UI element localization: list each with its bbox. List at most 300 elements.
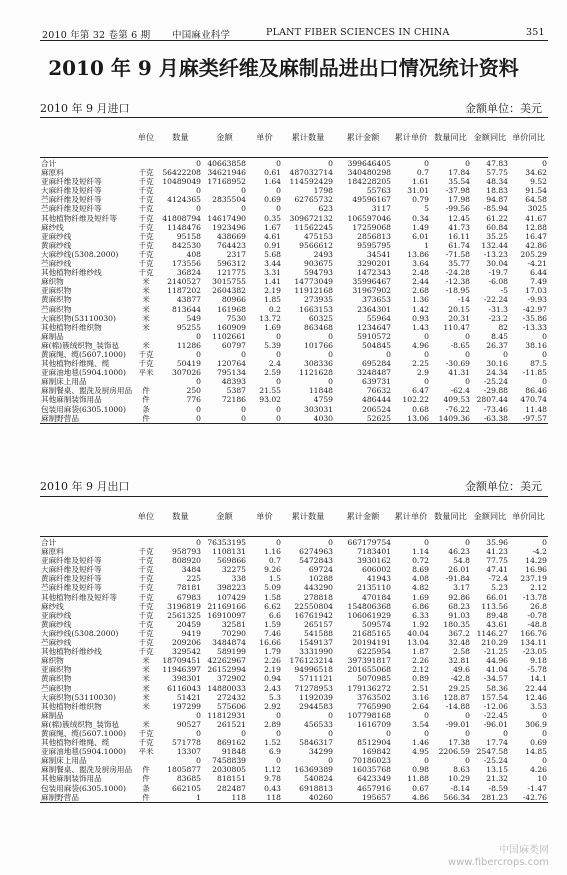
value-cell: 55964 [366, 313, 391, 323]
value-cell: -71.58 [445, 249, 470, 259]
value-cell: 0 [328, 331, 333, 341]
value-cell: -0.78 [527, 610, 547, 620]
value-cell: 11562245 [294, 222, 333, 232]
value-cell: 639731 [362, 377, 391, 387]
item-name-cell: 大麻织物(53110030) [41, 313, 116, 323]
item-name-cell: 苎麻纤维及短纤等 [41, 583, 102, 593]
value-cell: -13.33 [522, 322, 547, 332]
value-cell: 4124365 [167, 195, 201, 205]
value-cell: 0.2 [268, 304, 281, 314]
value-cell: -14.88 [445, 701, 470, 711]
table-row [40, 386, 548, 395]
item-name-cell: 亚麻油地毯(5904.1000) [41, 747, 126, 757]
value-cell: 2364301 [357, 304, 391, 314]
item-name-cell: 黄麻纱线 [41, 619, 72, 629]
value-cell: -12.38 [445, 277, 470, 287]
table-row [40, 177, 548, 186]
value-cell: 0 [196, 404, 201, 414]
value-cell: 306.9 [525, 719, 547, 729]
value-cell: 16369389 [294, 765, 333, 775]
value-cell: 0 [328, 756, 333, 766]
value-cell: 34.62 [525, 168, 547, 178]
value-cell: 1.41 [264, 277, 281, 287]
value-cell: 1.67 [264, 222, 281, 232]
item-name-cell: 亚麻油地毯(5904.1000) [41, 368, 126, 378]
value-cell: 9.52 [530, 177, 547, 187]
value-cell: 0.61 [264, 168, 281, 178]
unit-cell: 米 [142, 665, 150, 675]
table-row [40, 547, 548, 556]
value-cell: 101766 [304, 340, 333, 350]
value-cell: 2.9 [416, 368, 429, 378]
value-cell: 20.31 [448, 313, 470, 323]
value-cell: 121775 [217, 268, 246, 278]
value-cell: 195657 [362, 792, 391, 802]
value-cell: 3.44 [264, 259, 281, 269]
value-cell: 40.04 [407, 628, 429, 638]
value-cell: 41.67 [525, 213, 547, 223]
value-cell: 2317 [226, 249, 246, 259]
table-row [40, 368, 548, 377]
value-cell: 17.03 [525, 286, 547, 296]
unit-cell [133, 537, 159, 548]
item-name-cell: 包装用麻袋(6305.1000) [41, 783, 126, 793]
value-cell: 2561325 [167, 610, 201, 620]
value-cell: 0 [196, 728, 201, 738]
table-row [40, 674, 548, 683]
value-cell: 0.72 [412, 556, 429, 566]
journal-name-en: PLANT FIBER SCIENCES IN CHINA [266, 27, 450, 38]
unit-cell: 千克 [138, 565, 154, 575]
value-cell: 2.12 [530, 583, 547, 593]
unit-cell: 米 [142, 656, 150, 666]
value-cell: 0 [503, 728, 508, 738]
value-cell: 0 [465, 349, 470, 359]
value-cell: 10288 [308, 574, 333, 584]
item-name-cell: 黄麻纱线 [41, 240, 72, 250]
item-name-cell: 麻制品 [41, 331, 64, 341]
value-cell: 2604382 [212, 286, 246, 296]
value-cell: 8.69 [412, 565, 429, 575]
value-cell: 2.44 [412, 277, 429, 287]
table-row [40, 629, 548, 638]
value-cell: 566.34 [443, 792, 470, 802]
value-cell: 272432 [217, 692, 246, 702]
value-cell: 2.43 [264, 683, 281, 693]
value-cell: 16.96 [525, 565, 547, 575]
value-cell: 0.67 [412, 783, 429, 793]
column-header: 累计单价 [394, 511, 428, 521]
unit-cell: 件 [142, 765, 150, 775]
value-cell: 1148476 [167, 222, 201, 232]
table-row [40, 784, 548, 793]
table-row [40, 268, 548, 277]
item-name-cell: 亚麻纱线 [41, 231, 72, 241]
item-name-cell: 麻原料 [41, 168, 64, 178]
value-cell: 179136272 [347, 683, 391, 693]
value-cell: 80966 [221, 295, 246, 305]
item-name-cell: 大麻织物(53110030) [41, 692, 116, 702]
value-cell: 0 [424, 349, 429, 359]
value-cell: 35.25 [486, 231, 508, 241]
value-cell: 0 [196, 186, 201, 196]
value-cell: 278818 [304, 592, 333, 602]
item-name-cell: 合计 [41, 159, 57, 168]
table-row [40, 350, 548, 359]
value-cell: 2.58 [453, 647, 470, 657]
column-header: 单位 [137, 132, 155, 142]
value-cell: 307026 [172, 368, 201, 378]
unit-cell: 千克 [138, 574, 154, 584]
column-header: 数量同比 [434, 132, 467, 142]
value-cell: 13.72 [259, 313, 281, 323]
value-cell: 409.53 [443, 395, 470, 405]
table-row [40, 414, 548, 424]
unit-cell: 千克 [138, 601, 154, 611]
item-name-cell: 其他植物纤维及短纤等 [41, 592, 117, 602]
value-cell: 273935 [304, 295, 333, 305]
value-cell: -35.86 [522, 313, 547, 323]
table-row [40, 793, 548, 803]
value-cell: 30.04 [486, 259, 508, 269]
unit-cell: 米 [142, 304, 150, 314]
value-cell: 106597046 [347, 213, 391, 223]
value-cell: 210.29 [481, 638, 508, 648]
value-cell: 62765732 [294, 195, 333, 205]
value-cell: 184228205 [347, 177, 391, 187]
value-cell: 0 [276, 756, 281, 766]
value-cell: 166.76 [520, 628, 547, 638]
value-cell: 3025 [527, 204, 547, 214]
value-cell: 486444 [362, 395, 391, 405]
unit-cell: 千克 [138, 610, 154, 620]
table-row [40, 574, 548, 583]
value-cell: -73.46 [483, 404, 508, 414]
value-cell: 0 [241, 204, 246, 214]
table-row [40, 405, 548, 414]
value-cell: 60.84 [486, 222, 508, 232]
value-cell: 0 [328, 538, 333, 547]
value-cell: 2.64 [412, 701, 429, 711]
unit-cell: 千克 [138, 231, 154, 241]
value-cell: 16035768 [352, 765, 391, 775]
value-cell: 438669 [217, 231, 246, 241]
value-cell: 1.43 [412, 322, 429, 332]
value-cell: 32.81 [448, 656, 470, 666]
value-cell: 42262967 [207, 656, 246, 666]
value-cell: 16910097 [207, 610, 246, 620]
table-row [40, 611, 548, 620]
value-cell: 0 [241, 404, 246, 414]
table-row [40, 593, 548, 602]
item-name-cell: 麻(棉)簇绒织物_装饰毡 [41, 340, 120, 350]
value-cell: 0 [424, 377, 429, 387]
value-cell: 2835504 [212, 195, 246, 205]
value-cell: 575606 [217, 701, 246, 711]
value-cell: 6.44 [530, 268, 547, 278]
value-cell: 21685165 [352, 628, 391, 638]
import-section-header [0, 100, 567, 118]
column-header: 金额 [216, 132, 233, 142]
value-cell: 40260 [308, 792, 333, 802]
value-cell: 209206 [172, 638, 201, 648]
value-cell: 0 [276, 331, 281, 341]
item-name-cell: 大麻纤维及短纤等 [41, 565, 102, 575]
value-cell: 2.59 [264, 368, 281, 378]
table-row [40, 377, 548, 386]
export-unit-note: 金额单位：美元 [465, 480, 542, 493]
value-cell: 7530 [226, 313, 246, 323]
value-cell: -12.06 [483, 701, 508, 711]
value-cell: 5387 [226, 386, 246, 396]
value-cell: 91848 [221, 747, 246, 757]
value-cell: 869162 [217, 738, 246, 748]
value-cell: 201655068 [347, 665, 391, 675]
table-row [40, 204, 548, 213]
value-cell: 1.69 [412, 592, 429, 602]
value-cell: 475153 [304, 231, 333, 241]
value-cell: 13.06 [407, 413, 429, 423]
value-cell: 52625 [366, 413, 391, 423]
unit-cell: 千克 [138, 195, 154, 205]
value-cell: 3763502 [357, 692, 391, 702]
value-cell: 95255 [176, 322, 201, 332]
value-cell: 1.52 [264, 738, 281, 748]
unit-cell: 米 [142, 719, 150, 729]
column-header: 金额同比 [473, 511, 507, 521]
value-cell: 0 [465, 710, 470, 720]
value-cell: 5472843 [299, 556, 333, 566]
value-cell: 225 [186, 574, 201, 584]
table-row [40, 620, 548, 629]
value-cell: 0 [196, 331, 201, 341]
value-cell: 1187202 [167, 286, 201, 296]
value-cell: 1234647 [357, 322, 391, 332]
table-row [40, 693, 548, 702]
value-cell: 17.84 [448, 168, 470, 178]
value-cell: 31.01 [407, 186, 429, 196]
value-cell: -4.21 [527, 259, 547, 269]
item-name-cell: 黄麻纤维及短纤等 [41, 574, 102, 584]
value-cell: 61.74 [448, 240, 470, 250]
value-cell: 2.12 [412, 665, 429, 675]
value-cell: 13.04 [407, 638, 429, 648]
value-cell: 2.19 [264, 286, 281, 296]
value-cell: -13.78 [522, 592, 547, 602]
table-row [40, 158, 548, 169]
value-cell: 6.6 [268, 610, 281, 620]
unit-cell: 条 [142, 783, 150, 793]
item-name-cell: 亚麻纤维及短纤等 [41, 177, 102, 187]
value-cell: 308336 [304, 359, 333, 369]
value-cell: -42.8 [450, 674, 470, 684]
value-cell: 21169166 [207, 601, 246, 611]
unit-cell: 米 [142, 295, 150, 305]
value-cell: 13.15 [486, 765, 508, 775]
value-cell: 206524 [362, 404, 391, 414]
unit-cell: 米 [142, 701, 150, 711]
value-cell: 38.16 [525, 340, 547, 350]
value-cell: -21.25 [483, 647, 508, 657]
value-cell: 18709451 [162, 656, 201, 666]
value-cell: 29.25 [448, 683, 470, 693]
value-cell: 3930162 [357, 556, 391, 566]
column-header: 累计金额 [346, 132, 380, 142]
value-cell: 0.98 [412, 765, 429, 775]
value-cell: 14.85 [525, 747, 547, 757]
unit-cell: 千克 [138, 249, 154, 259]
value-cell: 0 [465, 331, 470, 341]
value-cell: 134.11 [520, 638, 547, 648]
value-cell: 205.29 [520, 249, 547, 259]
value-cell: 0.68 [412, 404, 429, 414]
item-name-cell: 大麻纤维及短纤等 [41, 186, 102, 196]
unit-cell [133, 158, 159, 169]
value-cell: 157.54 [481, 692, 508, 702]
value-cell: -31.3 [488, 304, 508, 314]
item-name-cell: 苎麻纤维及短纤等 [41, 195, 102, 205]
value-cell: 106061929 [347, 610, 391, 620]
value-cell: 41.04 [486, 665, 508, 675]
value-cell: 71278953 [294, 683, 333, 693]
table-row [40, 286, 548, 295]
value-cell: 94.87 [486, 195, 508, 205]
value-cell: 8.45 [491, 331, 508, 341]
value-cell: 90527 [176, 719, 201, 729]
value-cell: 504845 [362, 340, 391, 350]
table-row [40, 168, 548, 177]
value-cell: 66.01 [486, 592, 508, 602]
unit-cell: 米 [142, 340, 150, 350]
value-cell: 795134 [217, 368, 246, 378]
value-cell: 470184 [362, 592, 391, 602]
value-cell: 0.7 [416, 168, 429, 178]
value-cell: 2.25 [412, 359, 429, 369]
value-cell: 173556 [172, 259, 201, 269]
value-cell: 14.1 [530, 674, 547, 684]
value-cell: 113.56 [481, 601, 508, 611]
unit-cell: 千克 [138, 359, 154, 369]
value-cell: 11912168 [294, 286, 333, 296]
value-cell: 94996518 [294, 665, 333, 675]
value-cell: 2.92 [264, 701, 281, 711]
value-cell: 3331990 [299, 647, 333, 657]
table-row [40, 223, 548, 232]
item-name-cell: 其他植物纤维纱线 [41, 647, 102, 657]
value-cell: 571778 [172, 738, 201, 748]
value-cell: 842530 [172, 240, 201, 250]
value-cell: 399646405 [347, 159, 391, 168]
value-cell: 13.86 [407, 249, 429, 259]
value-cell: 2944583 [299, 701, 333, 711]
item-name-cell: 麻纱线 [41, 601, 64, 611]
value-cell: 4.86 [412, 792, 429, 802]
value-cell: 2135110 [357, 583, 391, 593]
item-name-cell: 黄麻绳、缆(5607.1000) [41, 728, 126, 738]
value-cell: 818151 [217, 774, 246, 784]
value-cell: -22.45 [483, 710, 508, 720]
value-cell: 41.23 [486, 547, 508, 557]
value-cell: 4.95 [412, 747, 429, 757]
value-cell: 549 [186, 313, 201, 323]
value-cell: 176123214 [289, 656, 333, 666]
unit-cell: 米 [142, 322, 150, 332]
value-cell: 4.82 [412, 583, 429, 593]
value-cell: 903675 [304, 259, 333, 269]
value-cell: 0 [424, 728, 429, 738]
value-cell: 596312 [217, 259, 246, 269]
value-cell: -30.69 [445, 359, 470, 369]
value-cell: 132.44 [481, 240, 508, 250]
value-cell: -24.28 [445, 268, 470, 278]
item-name-cell: 其他麻制装饰用品 [41, 774, 102, 784]
table-row [40, 638, 548, 647]
value-cell: 17.98 [448, 195, 470, 205]
value-cell: 7.46 [264, 628, 281, 638]
value-cell: 60325 [308, 313, 333, 323]
value-cell: 44.96 [486, 656, 508, 666]
value-cell: 4759 [313, 395, 333, 405]
table-row [40, 774, 548, 783]
value-cell: 0.35 [264, 213, 281, 223]
item-name-cell: 麻纱线 [41, 222, 64, 232]
value-cell: 2856813 [357, 231, 391, 241]
value-cell: -97.57 [522, 413, 547, 423]
unit-cell: 千克 [138, 268, 154, 278]
unit-cell: 千克 [138, 619, 154, 629]
value-cell: 3015755 [212, 277, 246, 287]
value-cell: 3.16 [412, 692, 429, 702]
value-cell: -13.23 [483, 249, 508, 259]
item-name-cell: 亚麻织物 [41, 665, 72, 675]
column-header: 数量同比 [434, 511, 467, 521]
value-cell: 3290201 [357, 259, 391, 269]
value-cell: 0 [276, 404, 281, 414]
value-cell: 160909 [217, 322, 246, 332]
item-name-cell: 麻制野营品 [41, 792, 79, 802]
value-cell: 49596167 [352, 195, 391, 205]
item-name-cell: 麻制品 [41, 710, 64, 720]
table-row [40, 250, 548, 259]
value-cell: 1663153 [299, 304, 333, 314]
value-cell: 569866 [217, 556, 246, 566]
value-cell: 0 [328, 710, 333, 720]
value-cell: 2.26 [264, 656, 281, 666]
value-cell: 5910572 [357, 331, 391, 341]
value-cell: 93.02 [259, 395, 281, 405]
column-header: 单价同比 [512, 511, 545, 521]
value-cell: 10489049 [162, 177, 201, 187]
value-cell: 9.18 [530, 656, 547, 666]
value-cell: 237.19 [520, 574, 547, 584]
value-cell: 282487 [217, 783, 246, 793]
value-cell: 0 [542, 331, 547, 341]
value-cell: 397391817 [347, 656, 391, 666]
value-cell: 1102661 [212, 331, 246, 341]
value-cell: 34621946 [207, 168, 246, 178]
unit-cell: 千克 [138, 186, 154, 196]
item-name-cell: 麻制野营品 [41, 413, 79, 423]
value-cell: 128.87 [443, 692, 470, 702]
value-cell: -1.47 [527, 783, 547, 793]
item-name-cell: 麻制餐桌、盥洗及厨房用品 [41, 386, 133, 396]
value-cell: 0 [276, 710, 281, 720]
value-cell: 0 [196, 413, 201, 423]
value-cell: 22.44 [525, 683, 547, 693]
value-cell: 5.09 [264, 583, 281, 593]
value-cell: 0.89 [412, 674, 429, 684]
unit-cell: 米 [142, 674, 150, 684]
